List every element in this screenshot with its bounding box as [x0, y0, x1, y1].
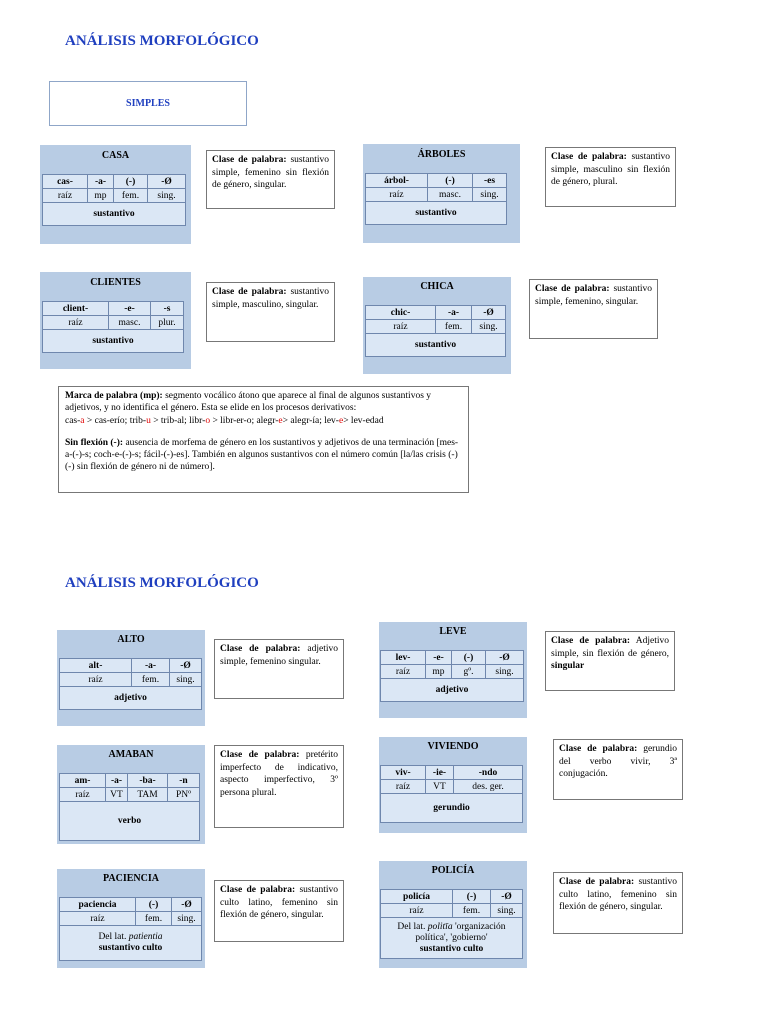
origin-cell	[60, 926, 202, 961]
card-title: CASA	[101, 150, 130, 161]
table-cell: lev-	[381, 651, 426, 665]
desc-text: adjetivo simple, femenino singular.	[220, 644, 339, 667]
table-row	[60, 926, 202, 961]
morph-table	[380, 650, 524, 702]
card-title: CHICA	[420, 281, 454, 292]
table-cell: viv-	[381, 766, 426, 780]
card-viviendo	[379, 737, 527, 833]
category-label: sustantivo culto	[98, 943, 163, 953]
table-cell: chic-	[366, 306, 436, 320]
desc-text: sustantivo simple, femenino, singular.	[535, 284, 653, 307]
table-cell: sing.	[172, 912, 202, 926]
note-sf-label: Sin flexión (-):	[65, 437, 124, 448]
table-cell: (-)	[453, 890, 491, 904]
desc-box-alto	[214, 639, 344, 699]
category-cell: adjetivo	[60, 687, 202, 710]
card-paciencia	[57, 869, 205, 968]
desc-text: gerundio del verbo vivir, 3ª conjugación.	[559, 744, 677, 779]
card-title: ÁRBOLES	[417, 149, 466, 160]
table-cell: -s	[151, 302, 184, 316]
origin-word: politīa	[427, 921, 453, 932]
table-row	[381, 794, 523, 823]
table-row	[60, 673, 202, 687]
table-row	[43, 175, 186, 189]
desc-box-arboles	[545, 147, 676, 207]
desc-text: sustantivo culto latino, femenino sin flexión de género, singular.	[220, 885, 339, 920]
table-row	[43, 330, 184, 353]
note-example-text: > libr-er-o; alegr-	[210, 415, 279, 426]
note-sf	[65, 437, 462, 474]
table-cell: -es	[473, 174, 507, 188]
note-example-text: > trib-al; libr-	[150, 415, 206, 426]
table-cell: PNº	[168, 788, 200, 802]
desc-box-viviendo	[553, 739, 683, 800]
origin-suffix: 'organización política', 'gobierno'	[415, 921, 506, 943]
origin-cell	[381, 918, 523, 959]
desc-label: Clase de palabra:	[535, 284, 610, 294]
table-cell: raíz	[381, 665, 426, 679]
table-cell: raíz	[43, 316, 109, 330]
page-title-2: ANÁLISIS MORFOLÓGICO	[65, 575, 259, 591]
category-cell: adjetivo	[381, 679, 524, 702]
desc-box-chica	[529, 279, 658, 339]
table-cell: cas-	[43, 175, 88, 189]
table-cell: gº.	[452, 665, 486, 679]
note-example-highlight: u	[146, 415, 151, 426]
note-example-highlight: e	[278, 415, 283, 426]
note-example-text: > lev-edad	[343, 415, 384, 426]
table-row	[381, 780, 523, 794]
note-mp-text: segmento vocálico átono que aparece al final de algunos sustantivos y adjetivos, y no identifica el género. Esta se elide en los procesos derivativos:	[65, 391, 432, 414]
table-row	[43, 302, 184, 316]
desc-text: pretérito imperfecto de indicativo, aspecto imperfectivo, 3º persona plural.	[220, 750, 338, 798]
table-cell: sing.	[473, 188, 507, 202]
table-cell: TAM	[128, 788, 168, 802]
note-example-text: > cas-erío; trib-	[84, 415, 147, 426]
table-cell: (-)	[428, 174, 473, 188]
category-cell: gerundio	[381, 794, 523, 823]
table-cell: masc.	[428, 188, 473, 202]
desc-box-leve	[545, 631, 675, 691]
note-example-text: > alegr-ía; lev-	[282, 415, 339, 426]
card-chica	[363, 277, 511, 374]
desc-box-paciencia	[214, 880, 344, 942]
category-cell: sustantivo	[43, 203, 186, 226]
table-row	[43, 189, 186, 203]
category-cell: sustantivo	[366, 202, 507, 225]
table-cell: alt-	[60, 659, 132, 673]
table-cell: raíz	[60, 788, 106, 802]
table-row	[60, 774, 200, 788]
origin-word: patientia	[128, 932, 163, 942]
origin-prefix: Del lat.	[98, 932, 129, 942]
table-cell: fem.	[136, 912, 172, 926]
table-cell: -ndo	[454, 766, 523, 780]
desc-text: sustantivo simple, masculino sin flexión de género, plural.	[551, 152, 670, 187]
table-row	[381, 665, 524, 679]
card-amaban	[57, 745, 205, 844]
table-row	[381, 904, 523, 918]
table-cell: -a-	[106, 774, 128, 788]
table-cell: raíz	[43, 189, 88, 203]
desc-text: sustantivo culto latino, femenino sin flexión de género, singular.	[559, 877, 678, 912]
table-cell: mp	[426, 665, 452, 679]
table-cell: raíz	[60, 673, 132, 687]
table-row	[381, 651, 524, 665]
card-title: AMABAN	[108, 749, 154, 760]
table-cell: client-	[43, 302, 109, 316]
table-row	[60, 687, 202, 710]
note-box	[58, 386, 469, 493]
table-cell: -e-	[109, 302, 151, 316]
table-row	[366, 320, 506, 334]
note-examples	[65, 415, 462, 427]
table-cell: -a-	[88, 175, 114, 189]
desc-label: Clase de palabra:	[212, 287, 287, 297]
category-cell: sustantivo	[366, 334, 506, 357]
table-row	[60, 912, 202, 926]
card-arboles	[363, 144, 520, 243]
table-cell: -Ø	[486, 651, 524, 665]
table-cell: raíz	[381, 904, 453, 918]
simples-box	[49, 81, 247, 126]
table-row	[366, 174, 507, 188]
desc-text: sustantivo simple, masculino, singular.	[212, 287, 330, 310]
card-casa	[40, 145, 191, 244]
morph-table	[59, 658, 202, 710]
desc-box-policia	[553, 872, 683, 934]
table-cell: fem.	[132, 673, 170, 687]
desc-text: Adjetivo simple, sin flexión de género,	[551, 636, 669, 659]
card-policia	[379, 861, 527, 968]
table-row	[381, 918, 523, 959]
table-cell: raíz	[60, 912, 136, 926]
table-cell: sing.	[170, 673, 202, 687]
table-cell: policía	[381, 890, 453, 904]
table-row	[60, 898, 202, 912]
morph-table	[380, 765, 523, 823]
table-cell: am-	[60, 774, 106, 788]
card-leve	[379, 622, 527, 718]
desc-box-clientes	[206, 282, 335, 342]
desc-label: Clase de palabra:	[212, 155, 287, 165]
simples-label: SIMPLES	[126, 98, 170, 109]
table-cell: VT	[426, 780, 454, 794]
table-cell: raíz	[381, 780, 426, 794]
table-cell: paciencia	[60, 898, 136, 912]
morph-table	[59, 897, 202, 961]
table-cell: fem.	[114, 189, 148, 203]
table-row	[366, 202, 507, 225]
table-cell: -e-	[426, 651, 452, 665]
table-cell: -ie-	[426, 766, 454, 780]
table-cell: sing.	[491, 904, 523, 918]
morph-table	[380, 889, 523, 959]
table-cell: sing.	[486, 665, 524, 679]
desc-box-amaban	[214, 745, 344, 828]
morph-table	[59, 773, 200, 841]
card-title: VIVIENDO	[427, 741, 479, 752]
desc-label: Clase de palabra:	[551, 636, 631, 646]
table-cell: fem.	[453, 904, 491, 918]
desc-label: Clase de palabra:	[559, 877, 635, 887]
table-cell: masc.	[109, 316, 151, 330]
table-cell: sing.	[472, 320, 506, 334]
card-title: ALTO	[117, 634, 145, 645]
table-cell: raíz	[366, 188, 428, 202]
card-title: CLIENTES	[90, 277, 141, 288]
table-row	[43, 203, 186, 226]
table-cell: (-)	[114, 175, 148, 189]
note-example-highlight: a	[80, 415, 85, 426]
table-row	[381, 766, 523, 780]
table-cell: -n	[168, 774, 200, 788]
desc-label: Clase de palabra:	[551, 152, 627, 162]
table-cell: -a-	[132, 659, 170, 673]
note-mp-label: Marca de palabra (mp):	[65, 391, 163, 401]
table-cell: mp	[88, 189, 114, 203]
origin-prefix: Del lat.	[397, 921, 428, 932]
table-cell: -Ø	[472, 306, 506, 320]
card-title: LEVE	[439, 626, 467, 637]
table-cell: (-)	[452, 651, 486, 665]
table-row	[366, 188, 507, 202]
table-cell: -Ø	[172, 898, 202, 912]
note-example-highlight: o	[205, 415, 211, 426]
card-clientes	[40, 272, 191, 369]
table-row	[381, 890, 523, 904]
table-cell: fem.	[436, 320, 472, 334]
note-example-highlight: e	[338, 415, 344, 426]
card-title: PACIENCIA	[103, 873, 159, 884]
desc-label: Clase de palabra:	[220, 750, 300, 760]
category-cell: sustantivo	[43, 330, 184, 353]
note-sf-text: ausencia de morfema de género en los sustantivos y adjetivos de una terminación [mes-a-(-)-s; coch-e-(-)-s; fácil-(-)-es]. También en algunos sustantivos con el número común [la/las crisis (-) (-) sin flexión de género ni de número].	[65, 437, 459, 473]
desc-label: Clase de palabra:	[559, 744, 638, 754]
table-cell: -a-	[436, 306, 472, 320]
table-cell: -Ø	[148, 175, 186, 189]
page-title-1: ANÁLISIS MORFOLÓGICO	[65, 33, 259, 49]
table-row	[60, 802, 200, 841]
table-cell: -ba-	[128, 774, 168, 788]
desc-label: Clase de palabra:	[220, 885, 296, 895]
morph-table	[365, 173, 507, 225]
desc-text: sustantivo simple, femenino sin flexión de género, singular.	[212, 155, 330, 190]
note-mp	[65, 390, 462, 415]
card-title: POLICÍA	[431, 865, 475, 876]
table-cell: sing.	[148, 189, 186, 203]
table-row	[60, 788, 200, 802]
desc-bold-tail: singular	[551, 661, 585, 671]
table-cell: VT	[106, 788, 128, 802]
table-cell: (-)	[136, 898, 172, 912]
morph-table	[365, 305, 506, 357]
table-cell: raíz	[366, 320, 436, 334]
table-cell: árbol-	[366, 174, 428, 188]
category-cell: verbo	[60, 802, 200, 841]
desc-box-casa	[206, 150, 335, 209]
table-cell: plur.	[151, 316, 184, 330]
table-cell: -Ø	[170, 659, 202, 673]
category-label: sustantivo culto	[419, 943, 484, 954]
table-row	[366, 334, 506, 357]
note-example-text: cas-	[65, 415, 81, 426]
table-row	[60, 659, 202, 673]
table-row	[381, 679, 524, 702]
table-row	[366, 306, 506, 320]
morph-table	[42, 301, 184, 353]
table-cell: des. ger.	[454, 780, 523, 794]
morph-table	[42, 174, 186, 226]
table-row	[43, 316, 184, 330]
card-alto	[57, 630, 205, 726]
table-cell: -Ø	[491, 890, 523, 904]
desc-label: Clase de palabra:	[220, 644, 301, 654]
